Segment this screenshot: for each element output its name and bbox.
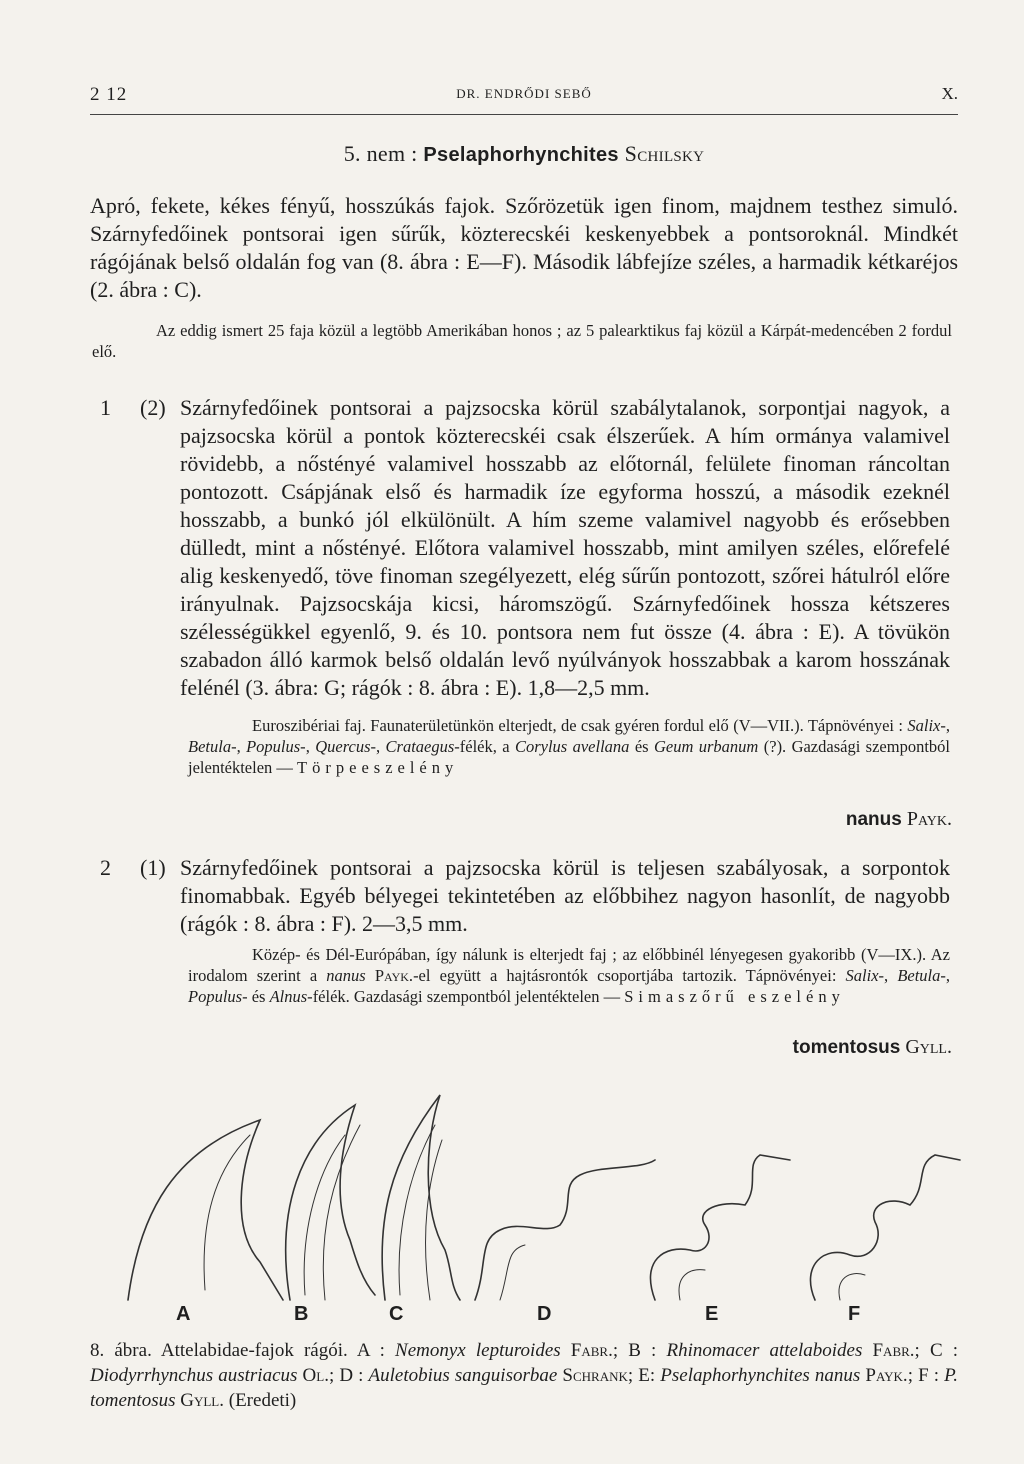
key-couplet-2: (1) <box>140 855 166 880</box>
figure-letter-c: C <box>389 1303 404 1325</box>
figure-letter-f: F <box>848 1303 861 1325</box>
figure-caption: 8. ábra. Attelabidae-fajok rágói. A : Nemonyx lepturoides Fabr.; B : Rhinomacer attelaboides Fabr.; C : Diodyrrhynchus austriacus Ol.; D : Auletobius sanguisorbae Schrank; E: Pselaphorhynchites nanus Payk.; F : P. tomentosus Gyll. (Eredeti) <box>90 1340 959 1411</box>
page-number: 2 12 <box>90 84 128 105</box>
running-head-volume: X. <box>941 84 958 103</box>
genus-prefix: 5. nem : <box>343 141 424 166</box>
common-name-2: Simaszőrű eszelény <box>624 987 845 1006</box>
key-note-2: Közép- és Dél-Európában, így nálunk is elterjedt faj ; az előbbinél lényegesen gyakoribb (V—IX.). Az irodalom szerint a nanus Payk.-el együtt a hajtásrontók csoportjába tartozik. Tápnövényei: Salix-, Betula-, Populus- és Alnus-félék. Gazdasági szempontból jelentéktelen — Simaszőrű eszelény <box>188 945 951 1006</box>
key-note-1: Euroszibériai faj. Faunaterületünkön elterjedt, de csak gyéren fordul elő (V—VII.). Tápnövényei : Salix-, Betula-, Populus-, Quercus-, Crataegus-félék, a Corylus avellana és Geum urbanum (?). Gazdasági szempontból jelentéktelen — Törpeeszelény <box>188 716 950 777</box>
running-head-author: DR. ENDRŐDI SEBŐ <box>456 86 592 101</box>
genus-distribution-note: Az eddig ismert 25 faja közül a legtöbb Amerikában honos ; az 5 palearktikus faj közül a Kárpát-medencében 2 fordul elő. <box>92 321 952 361</box>
genus-name: Pselaphorhynchites <box>423 144 619 166</box>
key-text-2: Szárnyfedőinek pontsorai a pajzsocska körül is teljesen szabályosak, a sorpontok finomabbak. Egyéb bélyegei tekintetében az előbbihez nagyon hasonlít, de nagyobb (rágók : 8. ábra : F). 2—3,5 mm. <box>180 855 950 936</box>
key-couplet-1: (2) <box>140 395 166 420</box>
genus-authority: Schilsky <box>624 141 705 166</box>
key-number-1: 1 <box>100 395 111 420</box>
figure-letter-b: B <box>294 1303 309 1325</box>
figure-letter-d: D <box>537 1303 552 1325</box>
key-text-1: Szárnyfedőinek pontsorai a pajzsocska körül szabálytalanok, sorpontjai nagyok, a pajzsocska körül a pontok közterecskéi csak élszerűek. A hím ormánya valamivel rövidebb, a nőstényé valamivel hosszabb az előtornál, felülete finoman ráncoltan pontozott. Csápjának első és harmadik íze egyforma hosszú, a második ezeknél hosszabb, a bunkó jól elkülönült. A hím szeme valamivel nagyobb és erősebben dülledt, mint a nőstényé. Előtora valamivel hosszabb, mint amilyen széles, előrefelé alig keskenyedő, töve finoman szegélyezett, elég sűrűn pontozott, szőrei hátulról előre irányulnak. Pajzsocskája kicsi, háromszögű. Szárnyfedőinek hossza kétszeres szélességükkel egyenlő, 9. és 10. pontsora nem fut össze (4. ábra : E). A tövükön szabadon álló karmok belső oldalán levő nyúlványok hosszabbak a karom hosszának felénél (3. ábra: G; rágók : 8. ábra : E). 1,8—2,5 mm. <box>180 395 950 700</box>
genus-description: Apró, fekete, kékes fényű, hosszúkás fajok. Szőrözetük igen finom, majdnem testhez simuló. Szárnyfedőinek pontsorai igen sűrűk, közterecskéi keskenyebbek a pontsoroknál. Mindkét rágójának belső oldalán fog van (8. ábra : E—F). Második lábfejíze széles, a harmadik kétkaréjos (2. ábra : C). <box>90 193 958 302</box>
figure-letter-e: E <box>705 1303 719 1325</box>
species-name-2: tomentosus Gyll. <box>792 1036 952 1058</box>
species-name-1: nanus Payk. <box>845 808 952 830</box>
common-name-1: Törpeeszelény <box>297 758 459 777</box>
figure-letter-a: A <box>176 1303 191 1325</box>
key-number-2: 2 <box>100 855 111 880</box>
